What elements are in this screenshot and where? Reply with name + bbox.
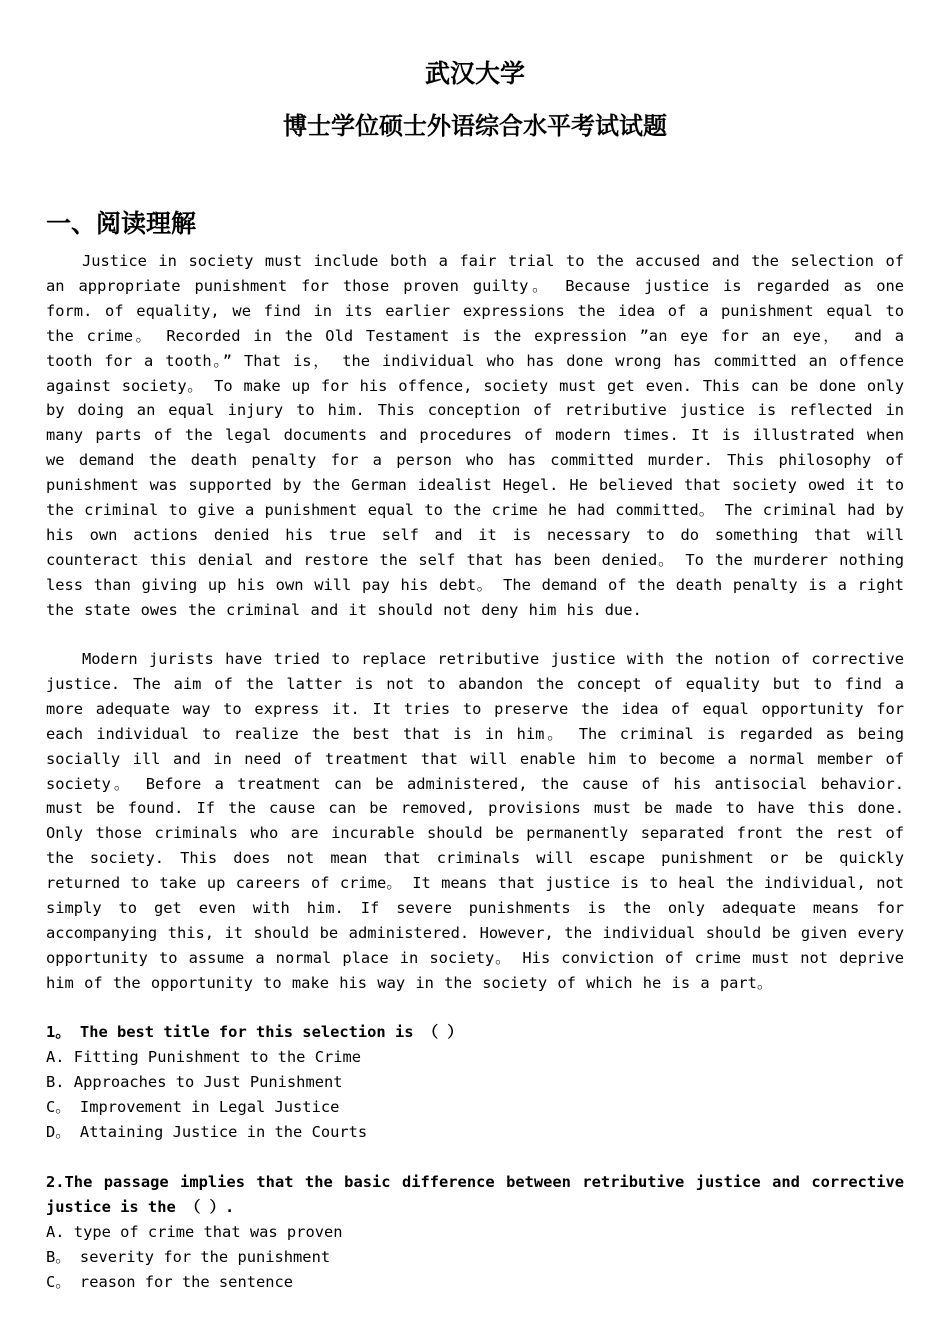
section-heading-reading: 一、阅读理解: [46, 209, 197, 238]
question-1-option-b: B. Approaches to Just Punishment: [46, 1072, 343, 1091]
question-2-stem: 2.The passage implies that the basic difference between retributive justice and corrective justice is the （ ）.: [46, 1173, 904, 1216]
question-2-option-c: C。 reason for the sentence: [46, 1272, 294, 1291]
question-1-stem: 1。 The best title for this selection is （ ）: [46, 1023, 463, 1041]
question-1-option-a: A. Fitting Punishment to the Crime: [46, 1047, 362, 1066]
question-1-option-c: C。 Improvement in Legal Justice: [46, 1097, 340, 1116]
passage-paragraph-1: Justice in society must include both a fair trial to the accused and the selection of an appropriate punishment for those proven guilty。 Because justice is regarded as one form. of equality, we find in its earlier expressions the idea of a punishment equal to the crime。 Recorded in the Old Testament is the expression ”an eye for an eye， and a tooth for a tooth。” That is， the individual who has done wrong has committed an offence against society。 To make up for his offence, society must get even. This can be done only by doing an equal injury to him. This conception of retributive justice is reflected in many parts of the legal documents and procedures of modern times. It is illustrated when we demand the death penalty for a person who has committed murder. This philosophy of punishment was supported by the German idealist Hegel. He believed that society owed it to the criminal to give a punishment equal to the crime he had committed。 The criminal had by his own actions denied his true self and it is necessary to do something that will counteract this denial and restore the self that has been denied。 To the murderer nothing less than giving up his own will pay his debt。 The demand of the death penalty is a right the state owes the criminal and it should not deny him his due.: [46, 252, 904, 619]
passage-paragraph-2: Modern jurists have tried to replace retributive justice with the notion of corrective justice. The aim of the latter is not to abandon the concept of equality but to find a more adequate way to express it. It tries to preserve the idea of equal opportunity for each individual to realize the best that is in him。 The criminal is regarded as being socially ill and in need of treatment that will enable him to become a normal member of society。 Before a treatment can be administered, the cause of his antisocial behavior. must be found. If the cause can be removed, provisions must be made to have this done. Only those criminals who are incurable should be permanently separated front the rest of the society. This does not mean that criminals will escape punishment or be quickly returned to take up careers of crime。 It means that justice is to heal the individual, not simply to get even with him. If severe punishments is the only adequate means for accompanying this, it should be administered. However, the individual should be given every opportunity to assume a normal place in society。 His conviction of crime must not deprive him of the opportunity to make his way in the society of which he is a part。: [46, 650, 904, 992]
question-1: [46, 1020, 904, 1145]
question-2-option-b: B。 severity for the punishment: [46, 1247, 331, 1266]
question-1-option-d: D。 Attaining Justice in the Courts: [46, 1122, 368, 1141]
exam-title: 博士学位硕士外语综合水平考试试题: [283, 111, 667, 140]
university-title: 武汉大学: [424, 59, 525, 88]
question-2-option-a: A. type of crime that was proven: [46, 1222, 343, 1241]
question-2: [46, 1170, 904, 1295]
